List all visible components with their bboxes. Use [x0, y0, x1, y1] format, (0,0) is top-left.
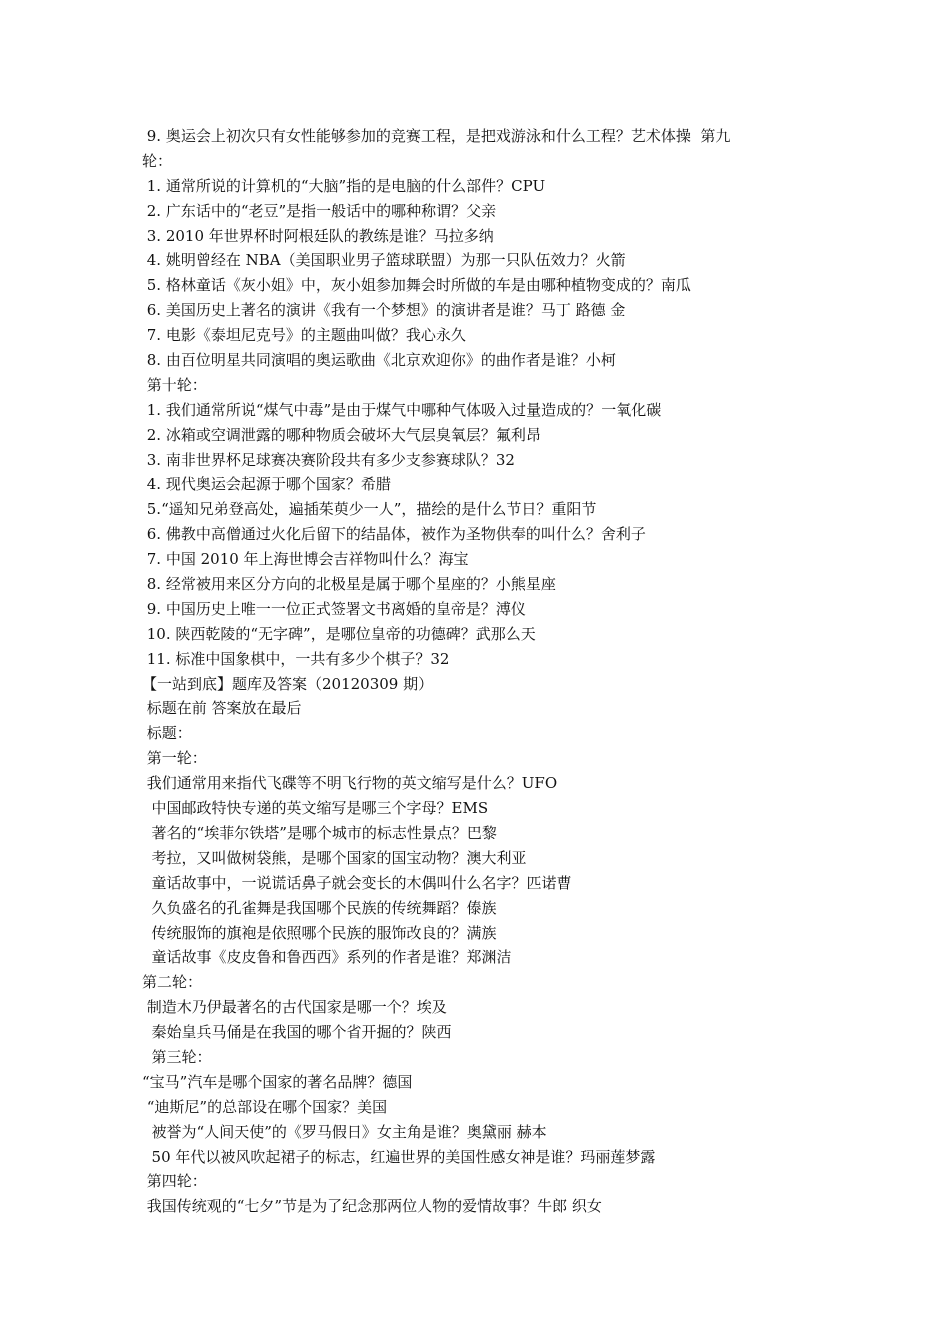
text-line: 著名的“埃菲尔铁塔”是哪个城市的标志性景点？巴黎 [142, 823, 497, 842]
text-line: 7. 中国 2010 年上海世博会吉祥物叫什么？海宝 [142, 550, 469, 569]
text-line: 2. 广东话中的“老豆”是指一般话中的哪种称谓？父亲 [142, 201, 497, 220]
section-heading: 第一轮： [142, 749, 207, 768]
text-line: “迪斯尼”的总部设在哪个国家？美国 [142, 1097, 388, 1116]
text-line: 4. 姚明曾经在 NBA（美国职业男子篮球联盟）为那一只队伍效力？火箭 [142, 251, 626, 270]
text-line: 久负盛名的孔雀舞是我国哪个民族的传统舞蹈？傣族 [142, 898, 497, 917]
text-line: 1. 通常所说的计算机的“大脑”指的是电脑的什么部件？CPU [142, 176, 546, 195]
document-title: 【一站到底】题库及答案（20120309 期） [142, 674, 434, 693]
section-heading: 第四轮： [142, 1172, 207, 1191]
text-line: 11. 标准中国象棋中，一共有多少个棋子？32 [142, 649, 450, 668]
section-heading: 第十轮： [142, 375, 207, 394]
text-line: 被誉为“人间天使”的《罗马假日》女主角是谁？奥黛丽 赫本 [142, 1122, 547, 1141]
text-line: 3. 南非世界杯足球赛决赛阶段共有多少支参赛球队？32 [142, 450, 515, 469]
text-line: 10. 陕西乾陵的“无字碑”，是哪位皇帝的功德碑？武那么天 [142, 624, 536, 643]
text-line: 传统服饰的旗袍是依照哪个民族的服饰改良的？满族 [142, 923, 497, 942]
text-line: 5.“遥知兄弟登高处，遍插茱萸少一人”，描绘的是什么节日？重阳节 [142, 500, 597, 519]
text-line: 轮： [142, 151, 173, 170]
text-line: 5. 格林童话《灰小姐》中，灰小姐参加舞会时所做的车是由哪种植物变成的？南瓜 [142, 276, 691, 295]
text-line: 2. 冰箱或空调泄露的哪种物质会破坏大气层臭氧层？氟利昂 [142, 425, 541, 444]
text-line: 50 年代以被风吹起裙子的标志，红遍世界的美国性感女神是谁？玛丽莲梦露 [142, 1147, 656, 1166]
text-line: “宝马”汽车是哪个国家的著名品牌？德国 [142, 1072, 413, 1091]
text-line: 9. 奥运会上初次只有女性能够参加的竞赛工程，是把戏游泳和什么工程？艺术体操 第九 [142, 127, 731, 145]
text-line: 6. 佛教中高僧通过火化后留下的结晶体，被作为圣物供奉的叫什么？舍利子 [142, 525, 646, 544]
text-line: 4. 现代奥运会起源于哪个国家？希腊 [142, 475, 391, 494]
document-body [142, 124, 812, 1219]
text-line: 我们通常用来指代飞碟等不明飞行物的英文缩写是什么？UFO [142, 774, 558, 793]
text-line: 秦始皇兵马俑是在我国的哪个省开掘的？陕西 [142, 1023, 452, 1042]
text-line: 9. 中国历史上唯一一位正式签署文书离婚的皇帝是？溥仪 [142, 599, 526, 618]
text-line: 3. 2010 年世界杯时阿根廷队的教练是谁？马拉多纳 [142, 226, 494, 245]
text-line: 1. 我们通常所说“煤气中毒”是由于煤气中哪种气体吸入过量造成的？一氧化碳 [142, 400, 662, 419]
text-line: 中国邮政特快专递的英文缩写是哪三个字母？EMS [142, 799, 489, 818]
text-line: 制造木乃伊最著名的古代国家是哪一个？埃及 [142, 998, 447, 1017]
text-line: 8. 由百位明星共同演唱的奥运歌曲《北京欢迎你》的曲作者是谁？小柯 [142, 351, 616, 370]
text-line: 6. 美国历史上著名的演讲《我有一个梦想》的演讲者是谁？马丁 路德 金 [142, 301, 626, 320]
text-line: 童话故事《皮皮鲁和鲁西西》系列的作者是谁？郑渊洁 [142, 948, 512, 967]
text-line: 考拉，又叫做树袋熊，是哪个国家的国宝动物？澳大利亚 [142, 848, 527, 867]
text-line: 童话故事中，一说谎话鼻子就会变长的木偶叫什么名字？匹诺曹 [142, 873, 572, 892]
text-line: 8. 经常被用来区分方向的北极星是属于哪个星座的？小熊星座 [142, 575, 556, 594]
text-line: 7. 电影《泰坦尼克号》的主题曲叫做？我心永久 [142, 326, 466, 345]
text-line: 标题在前 答案放在最后 [142, 699, 302, 718]
text-line: 标题： [142, 724, 192, 743]
section-heading: 第二轮： [142, 973, 203, 992]
section-heading: 第三轮： [142, 1047, 212, 1066]
text-line: 我国传统观的“七夕”节是为了纪念那两位人物的爱情故事？牛郎 织女 [142, 1197, 602, 1216]
